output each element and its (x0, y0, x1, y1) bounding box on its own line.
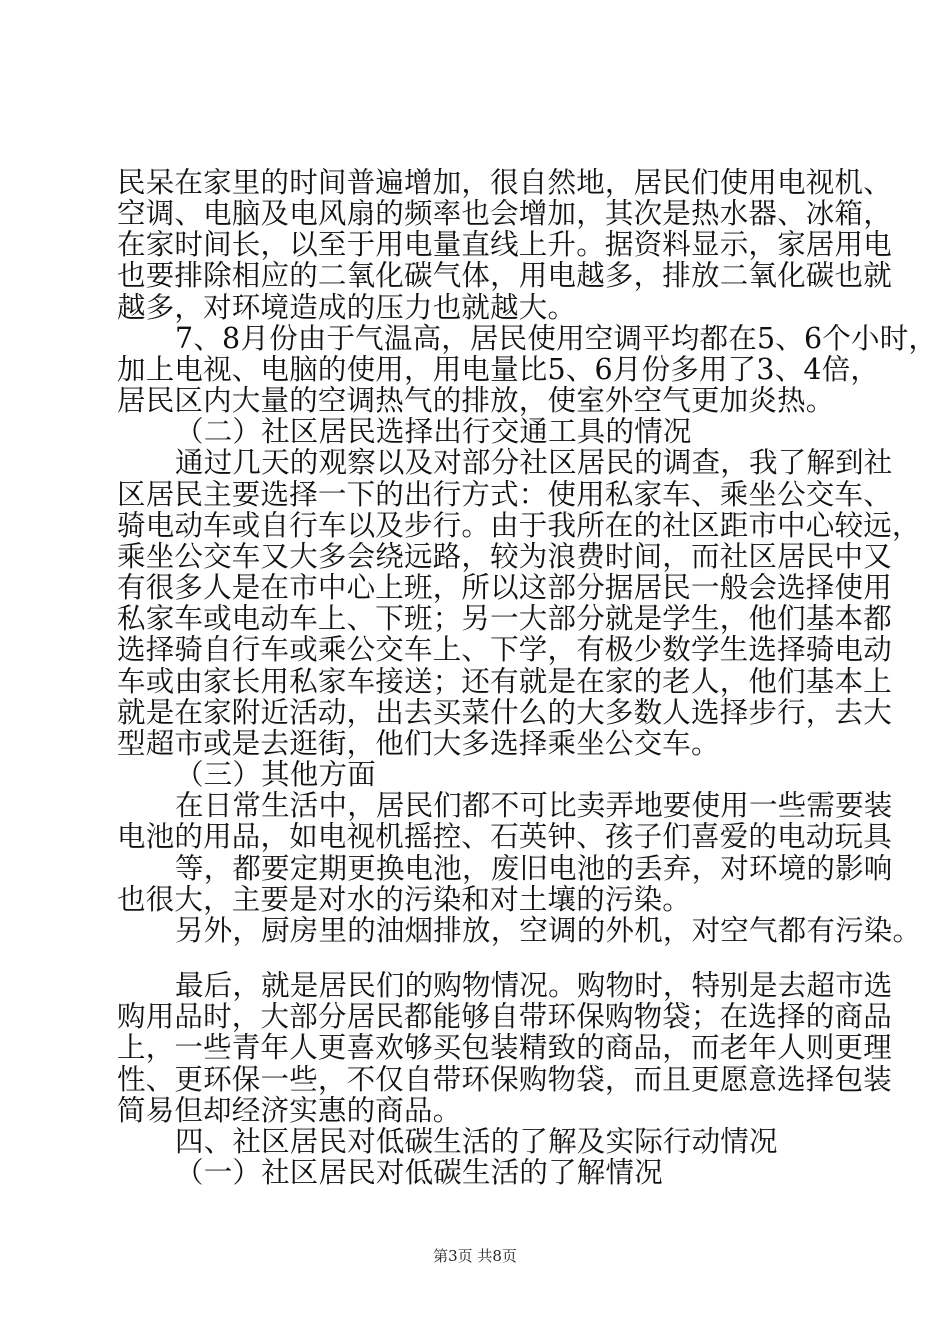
body-line: 居民区内大量的空调热气的排放，使室外空气更加炎热。 (117, 384, 835, 417)
body-line: 就是在家附近活动，出去买菜什么的大多数人选择步行，去大 (117, 696, 892, 729)
body-line: 购用品时，大部分居民都能够自带环保购物袋；在选择的商品 (117, 1000, 892, 1033)
body-line: 也要排除相应的二氧化碳气体，用电越多，排放二氧化碳也就 (117, 259, 892, 292)
body-line: 加上电视、电脑的使用，用电量比5、6月份多用了3、4倍， (117, 353, 880, 386)
body-line: 性、更环保一些，不仅自带环保购物袋，而且更愿意选择包装 (117, 1063, 892, 1096)
section-heading: （三）其他方面 (175, 758, 376, 791)
body-line: 最后，就是居民们的购物情况。购物时，特别是去超市选 (175, 969, 893, 1002)
body-line: 选择骑自行车或乘公交车上、下学，有极少数学生选择骑电动 (117, 633, 892, 666)
body-line: 在家时间长，以至于用电量直线上升。据资料显示，家居用电 (117, 228, 892, 261)
body-line: 另外，厨房里的油烟排放，空调的外机，对空气都有污染。 (175, 914, 922, 947)
body-line: 电池的用品，如电视机摇控、石英钟、孩子们喜爱的电动玩具 (117, 820, 892, 853)
page-footer (0, 1246, 950, 1266)
subsection-heading: （一）社区居民对低碳生活的了解情况 (175, 1156, 663, 1189)
page-number-label: 第3页 共8页 (433, 1247, 517, 1265)
body-line: 也很大，主要是对水的污染和对土壤的污染。 (117, 883, 692, 916)
body-line: 车或由家长用私家车接送；还有就是在家的老人，他们基本上 (117, 665, 892, 698)
body-line: 7、8月份由于气温高，居民使用空调平均都在5、6个小时， (175, 322, 938, 355)
body-line: 骑电动车或自行车以及步行。由于我所在的社区距市中心较远， (117, 509, 921, 542)
body-line: 简易但却经济实惠的商品。 (117, 1094, 462, 1127)
body-line: 有很多人是在市中心上班，所以这部分据居民一般会选择使用 (117, 571, 892, 604)
body-line: 上，一些青年人更喜欢够买包装精致的商品，而老年人则更理 (117, 1031, 892, 1064)
body-line: 私家车或电动车上、下班；另一大部分就是学生，他们基本都 (117, 602, 892, 635)
body-line: 越多，对环境造成的压力也就越大。 (117, 291, 577, 324)
body-line: 民呆在家里的时间普遍增加，很自然地，居民们使用电视机、 (117, 166, 892, 199)
body-line: 区居民主要选择一下的出行方式：使用私家车、乘坐公交车、 (117, 478, 892, 511)
body-line: 在日常生活中，居民们都不可比卖弄地要使用一些需要装 (175, 789, 893, 822)
body-line: 等，都要定期更换电池，废旧电池的丢弃，对环境的影响 (175, 852, 893, 885)
body-line: 空调、电脑及电风扇的频率也会增加，其次是热水器、冰箱， (117, 197, 892, 230)
section-heading: 四、社区居民对低碳生活的了解及实际行动情况 (175, 1125, 778, 1158)
body-line: 乘坐公交车又大多会绕远路，较为浪费时间，而社区居民中又 (117, 540, 892, 573)
body-line: 通过几天的观察以及对部分社区居民的调查，我了解到社 (175, 446, 893, 479)
section-heading: （二）社区居民选择出行交通工具的情况 (175, 415, 692, 448)
body-line: 型超市或是去逛街，他们大多选择乘坐公交车。 (117, 727, 720, 760)
